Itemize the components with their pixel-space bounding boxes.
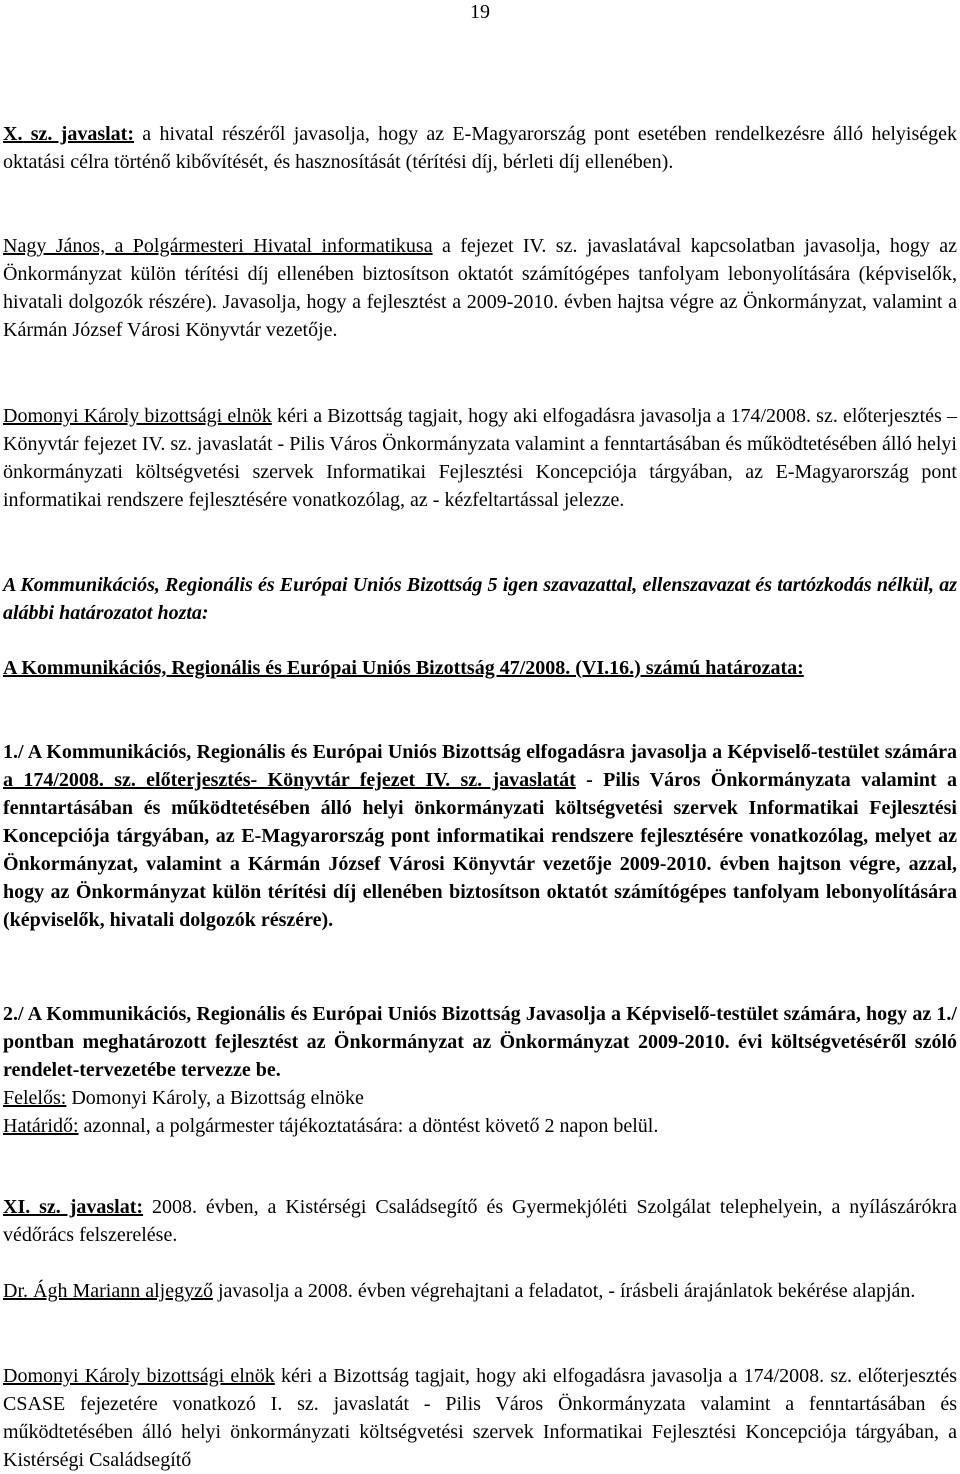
point-1-rest: - Pilis Város Önkormányzata valamint a fenntartásában és működtetésében álló helyi önkormányzati költségvetési szervek Informatikai Fejlesztési Koncepciója tárgyában, az E-Magyarország pont informatikai rendszere fejlesztésére vonatkozólag, melyet az Önkormányzat, valamint a Kármán József Városi Könyvtár vezetője 2009-2010. évben hajtson végre, azzal, hogy az Önkormányzat külön térítési díj ellenében biztosítson oktatót számítógépes tanfolyam lebonyolítására (képviselők, hivatali dolgozók részére).: [3, 769, 957, 931]
resolution-title: [3, 654, 957, 682]
proposal-x-text: a hivatal részéről javasolja, hogy az E-Magyarország pont esetében rendelkezésre álló helyiségek oktatási célra történő kibővítését, és hasznosítását (térítési díj, bérleti díj ellenében).: [3, 123, 957, 173]
resolution-point-2-block: [3, 1000, 957, 1140]
point-2-text: 2./ A Kommunikációs, Regionális és Európai Uniós Bizottság Javasolja a Képviselő-testület számára, hogy az 1./ pontban meghatározott fejlesztést az Önkormányzat az Önkormányzat 2009-2010. évi költségvetéséről szóló rendelet-tervezetébe tervezze be.: [3, 1003, 957, 1081]
speaker-text: a fejezet IV. sz. javaslatával kapcsolatban javasolja, hogy az Önkormányzat külön térítési díj ellenében biztosítson oktatót számítógépes tanfolyam lebonyolítására (képviselők, hivatali dolgozók részére). Javasolja, hogy a fejlesztést a 2009-2010. évben hajtsa végre az Önkormányzat, valamint a Kármán József Városi Könyvtár vezetője.: [3, 235, 957, 341]
resolution-point-1: [3, 738, 957, 934]
responsible-label: Felelős:: [3, 1087, 67, 1109]
proposal-x-heading: X. sz. javaslat:: [3, 123, 134, 145]
proposal-xi-paragraph: [3, 1193, 957, 1249]
resolution-point-2: [3, 1000, 957, 1084]
speaker-name: Nagy János, a Polgármesteri Hivatal informatikusa: [3, 235, 433, 257]
chair-request-paragraph-2: [3, 1362, 957, 1474]
chair-request-paragraph: [3, 402, 957, 514]
page-number: 19: [470, 1, 490, 23]
proposal-xi-text: 2008. évben, a Kistérségi Családsegítő és Gyermekjóléti Szolgálat telephelyein, a nyílászárókra védőrács felszerelése.: [3, 1196, 957, 1246]
nagy-janos-paragraph: [3, 232, 957, 344]
speaker-name: Domonyi Károly bizottsági elnök: [3, 1365, 275, 1387]
proposal-x-paragraph: [3, 120, 957, 176]
agh-mariann-paragraph: [3, 1277, 957, 1305]
deadline-line: [3, 1112, 957, 1140]
vote-result-text: A Kommunikációs, Regionális és Európai Uniós Bizottság 5 igen szavazattal, ellenszavazat és tartózkodás nélkül, az alábbi határozatot hozta:: [3, 574, 957, 624]
speaker-text: kéri a Bizottság tagjait, hogy aki elfogadásra javasolja a 174/2008. sz. előterjesztés CSASE fejezetére vonatkozó I. sz. javaslatát - Pilis Város Önkormányzata valamint a fenntartásában és működtetésében álló helyi önkormányzati költségvetési szervek Informatikai Fejlesztési Koncepciója tárgyában, a Kistérségi Családsegítő: [3, 1365, 957, 1471]
responsible-value: Domonyi Károly, a Bizottság elnöke: [66, 1087, 364, 1109]
point-1-lead: 1./ A Kommunikációs, Regionális és Európai Uniós Bizottság elfogadásra javasolja a Képviselő-testület számára: [3, 741, 957, 763]
proposal-xi-heading: XI. sz. javaslat:: [3, 1196, 144, 1218]
deadline-value: azonnal, a polgármester tájékoztatására: a döntést követő 2 napon belül.: [78, 1115, 659, 1137]
vote-result-paragraph: [3, 571, 957, 627]
resolution-title-text: A Kommunikációs, Regionális és Európai Uniós Bizottság 47/2008. (VI.16.) számú határozata:: [3, 657, 804, 679]
speaker-text: javasolja a 2008. évben végrehajtani a feladatot, - írásbeli árajánlatok bekérése alapján.: [212, 1280, 916, 1302]
speaker-name: Dr. Ágh Mariann aljegyző: [3, 1280, 213, 1302]
deadline-label: Határidő:: [3, 1115, 79, 1137]
responsible-line: [3, 1084, 957, 1112]
point-1-underlined: a 174/2008. sz. előterjesztés- Könyvtár fejezet IV. sz. javaslatát: [3, 769, 576, 791]
speaker-text: kéri a Bizottság tagjait, hogy aki elfogadásra javasolja a 174/2008. sz. előterjesztés – Könyvtár fejezet IV. sz. javaslatát - Pilis Város Önkormányzata valamint a fenntartásában és működtetésében álló helyi önkormányzati költségvetési szervek Informatikai Fejlesztési Koncepciója tárgyában, az E-Magyarország pont informatikai rendszere fejlesztésére vonatkozólag, az - kézfeltartással jelezze.: [3, 405, 957, 511]
speaker-name: Domonyi Károly bizottsági elnök: [3, 405, 272, 427]
